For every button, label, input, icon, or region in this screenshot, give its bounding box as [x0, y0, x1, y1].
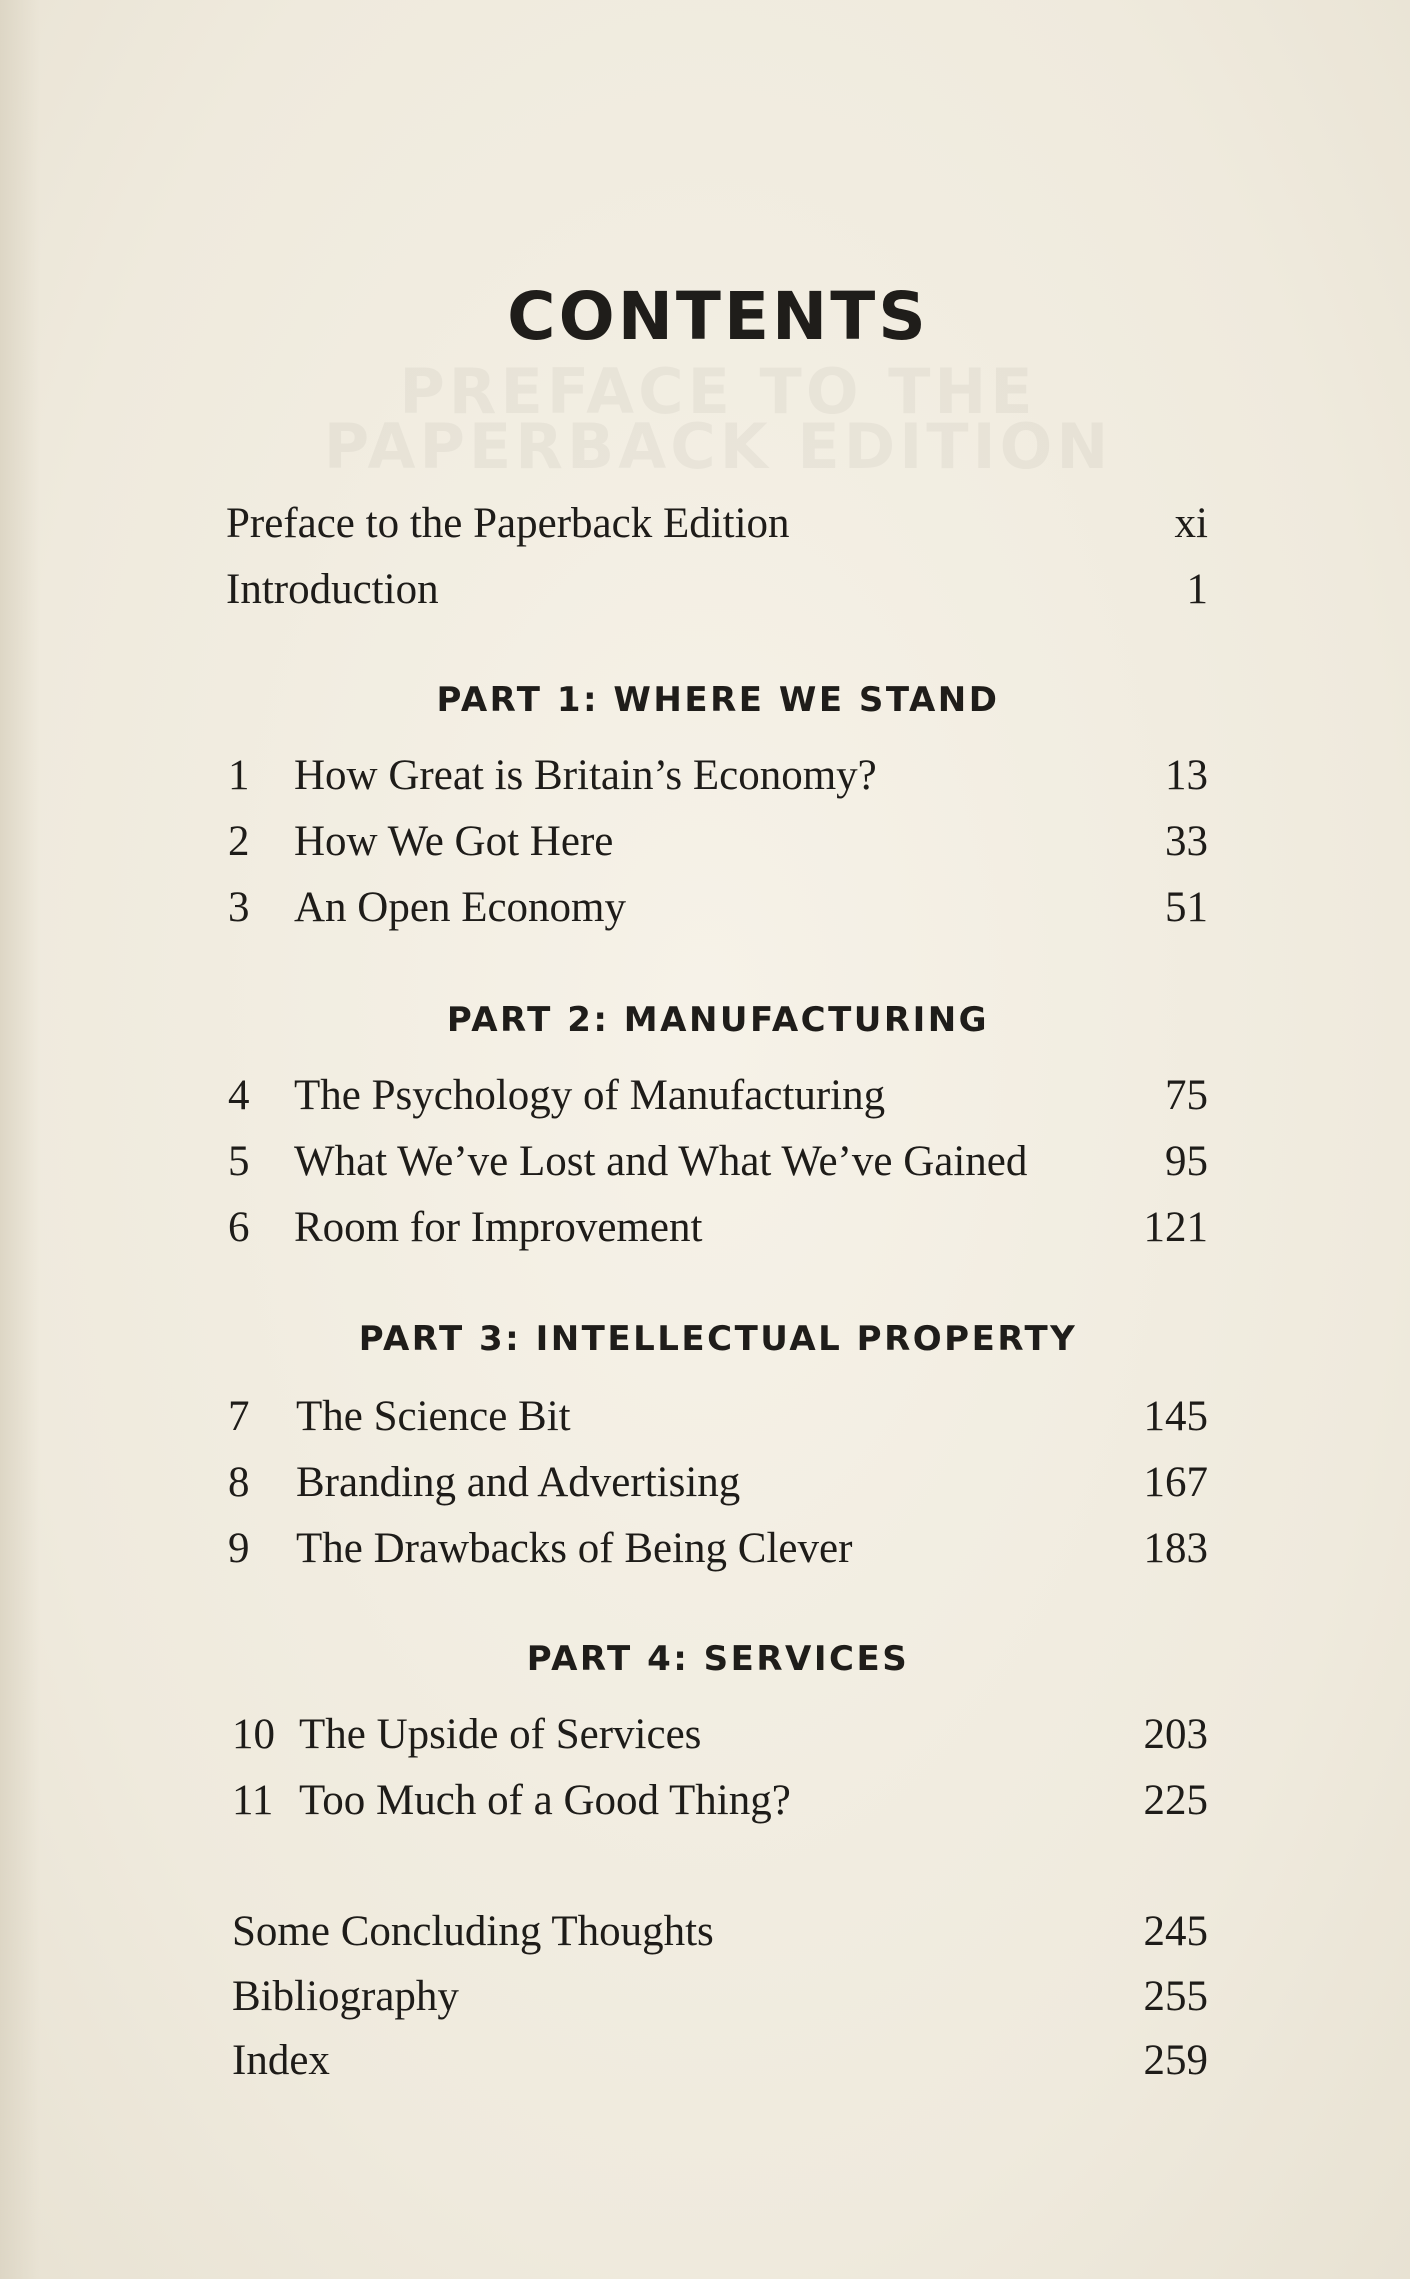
chapter-number: 4 [228, 1072, 250, 1119]
toc-entry-introduction[interactable] [0, 562, 1410, 618]
chapter-page: 183 [1143, 1525, 1208, 1572]
chapter-title: An Open Economy [294, 884, 626, 931]
chapter-page: 203 [1143, 1711, 1208, 1758]
chapter-number: 3 [228, 884, 250, 931]
chapter-title: The Psychology of Manufacturing [294, 1072, 886, 1119]
chapter-number: 7 [228, 1393, 250, 1440]
chapter-page: 145 [1143, 1393, 1208, 1440]
chapter-page: 51 [1165, 884, 1208, 931]
toc-entry-index[interactable] [0, 2033, 1410, 2089]
chapter-number: 8 [228, 1459, 250, 1506]
chapter-page: 33 [1165, 818, 1208, 865]
toc-chapter[interactable] [0, 1773, 1410, 1829]
chapter-number: 9 [228, 1525, 250, 1572]
toc-chapter[interactable] [0, 814, 1410, 870]
toc-chapter[interactable] [0, 1521, 1410, 1577]
toc-entry-page: 245 [1143, 1908, 1208, 1955]
toc-entry-label: Some Concluding Thoughts [232, 1908, 714, 1955]
chapter-page: 13 [1165, 752, 1208, 799]
chapter-title: What We’ve Lost and What We’ve Gained [294, 1138, 1028, 1185]
chapter-title: The Science Bit [296, 1393, 571, 1440]
toc-entry-page: xi [1174, 500, 1208, 547]
toc-chapter[interactable] [0, 1707, 1410, 1763]
toc-chapter[interactable] [0, 1068, 1410, 1124]
toc-chapter[interactable] [0, 1389, 1410, 1445]
chapter-number: 11 [232, 1777, 274, 1824]
toc-chapter[interactable] [0, 880, 1410, 936]
part-heading: PART 3: INTELLECTUAL PROPERTY [358, 1319, 1078, 1359]
toc-entry-label: Index [232, 2037, 330, 2084]
toc-entry-concluding-thoughts[interactable] [0, 1904, 1410, 1960]
toc-entry-label: Preface to the Paperback Edition [226, 500, 790, 547]
chapter-title: Branding and Advertising [296, 1459, 741, 1506]
chapter-number: 1 [228, 752, 250, 799]
toc-chapter[interactable] [0, 1200, 1410, 1256]
chapter-page: 75 [1165, 1072, 1208, 1119]
toc-entry-page: 1 [1186, 566, 1208, 613]
part-heading: PART 2: MANUFACTURING [446, 1000, 990, 1040]
chapter-number: 2 [228, 818, 250, 865]
toc-chapter[interactable] [0, 1455, 1410, 1511]
chapter-title: How We Got Here [294, 818, 614, 865]
chapter-page: 121 [1143, 1204, 1208, 1251]
toc-entry-page: 255 [1143, 1973, 1208, 2020]
toc-chapter[interactable] [0, 748, 1410, 804]
toc-entry-bibliography[interactable] [0, 1969, 1410, 2025]
page-title: CONTENTS [507, 278, 929, 355]
toc-chapter[interactable] [0, 1134, 1410, 1190]
toc-entry-label: Introduction [226, 566, 439, 613]
chapter-number: 10 [232, 1711, 275, 1758]
toc-entry-page: 259 [1143, 2037, 1208, 2084]
chapter-title: How Great is Britain’s Economy? [294, 752, 877, 799]
toc-entry-label: Bibliography [232, 1973, 459, 2020]
chapter-page: 95 [1165, 1138, 1208, 1185]
chapter-page: 225 [1143, 1777, 1208, 1824]
part-heading: PART 1: WHERE WE STAND [436, 680, 1000, 720]
chapter-page: 167 [1143, 1459, 1208, 1506]
chapter-title: Too Much of a Good Thing? [299, 1777, 791, 1824]
show-through-heading [0, 410, 1410, 483]
toc-entry-preface[interactable] [0, 496, 1410, 552]
part-heading: PART 4: SERVICES [526, 1639, 910, 1679]
chapter-title: The Drawbacks of Being Clever [296, 1525, 853, 1572]
chapter-number: 5 [228, 1138, 250, 1185]
chapter-title: Room for Improvement [294, 1204, 703, 1251]
chapter-number: 6 [228, 1204, 250, 1251]
chapter-title: The Upside of Services [299, 1711, 702, 1758]
